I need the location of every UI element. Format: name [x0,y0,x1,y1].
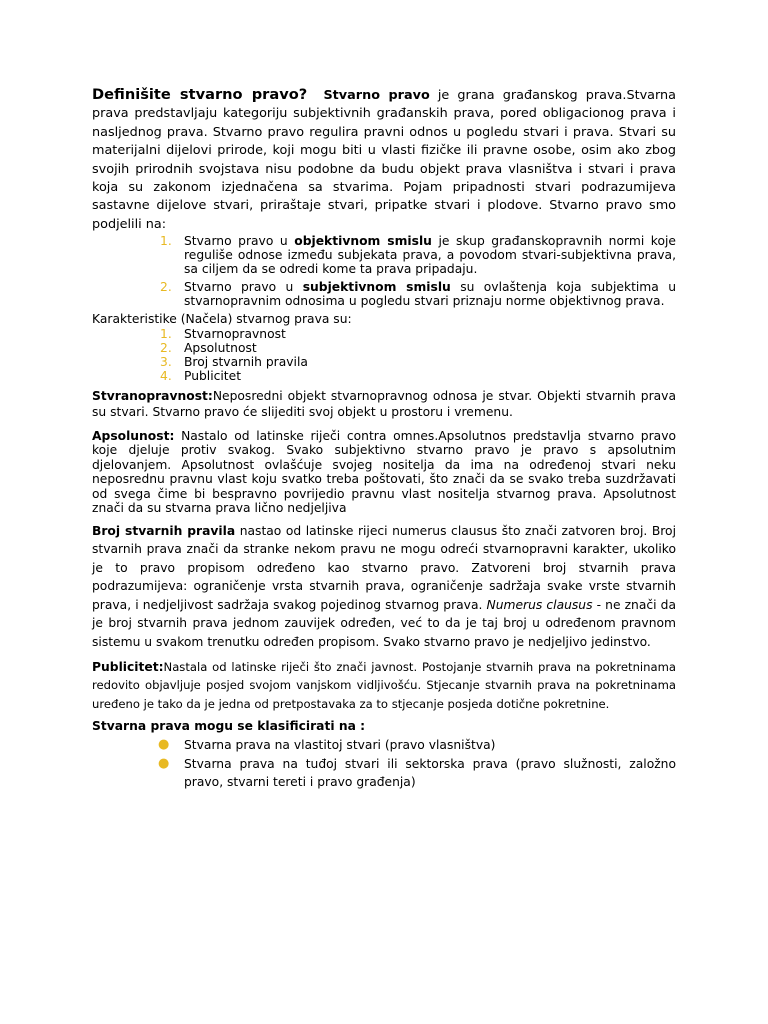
objective-term: objektivnom smislu [294,234,432,249]
division-item-objective: 1. Stvarno pravo u objektivnom smislu je skup građanskopravnih normi koje reguliše odnose između subjekata prava, a povodom stvari-subjektivna prava, sa ciljem da se odredi kome ta prava pripadaju. [160,234,676,277]
characteristic-item: 2. Apsolutnost [160,340,257,355]
bullet-icon: ● [158,737,170,753]
division-list [92,234,676,308]
intro-paragraph [92,86,676,234]
apsolutnost-paragraph: Apsolunost: Nastalo od latinske riječi contra omnes.Apsolutnos predstavlja stvarno pravo koje djeluje protiv svakog. Svako subjektivno stvarno pravo je pravo s apsolutnim djelovanjem. Apsolutnost ovlašćuje svojeg nositelja da ima na određenoj stvari neku neposrednu pravnu vlast koju svatko treba poštovati, što znači da se svako treba suzdržavati od svega čime bi bespravno povrijedio pravnu vlast nositelja stvarnog prava. Apsolutnost znači da su stvarna prava lično nedjeljiva [92,429,676,516]
classification-heading: Stvarna prava mogu se klasificirati na : [92,719,366,734]
question-title: Definišite stvarno pravo? [92,86,308,103]
broj-paragraph: Broj stvarnih pravila nastao od latinske rijeci numerus clausus što znači zatvoren broj. Broj stvarnih prava znači da stranke nekom pravu ne mogu odreći stvarnopravni karakter, ukoliko je to pravo propisom određeno kao stvarno pravo. Zatvoreni broj stvarnih prava podrazumijeva: ograničenje vrsta stvarnih prava, ograničenje sadržaja svake vrste stvarnih prava, i nedjeljivost sadržaja svakog pojedinog stvarnog prava. Numerus clausus - ne znači da je broj stvarnih prava jednom zauvijek određen, već to da je taj broj u određenom pravnom sistemu u svakom trenutku određen propisom. Svako stvarno pravo je nedjeljivo jedinstvo. [92,523,677,650]
list-number: 1. [160,234,172,249]
bullet-icon: ● [158,755,170,771]
publicitet-paragraph: Publicitet:Nastala od latinske riječi što znači javnost. Postojanje stvarnih prava na pokretninama redovito objavljuje posjed svojom vanjskom vidljivošću. Stjecanje stvarnih prava na pokretninama uređeno je tako da je jedna od pretpostavaka za to stjecanje posjeda dotične pokretnine. [92,659,676,711]
list-number: 4. [160,369,172,384]
characteristic-item: 3. Broj stvarnih pravila [160,355,308,370]
stvarnopravnost-paragraph: Stvranopravnost:Neposredni objekt stvarnopravnog odnosa je stvar. Objekti stvarnih prava su stvari. Stvarno pravo će slijediti svoj objekt u prostoru i vremenu. [92,389,676,420]
characteristics-heading: Karakteristike (Načela) stvarnog prava su: [92,312,352,327]
division-item-subjective: 2. Stvarno pravo u subjektivnom smislu su ovlaštenja koja subjektima u stvarnopravnim odnosima u pogledu stvari priznaju norme objektivnog prava. [160,280,676,309]
broj-term: Broj stvarnih pravila [92,523,236,538]
numerus-clausus-term: Numerus clausus [486,597,593,612]
classification-item: ● Stvarna prava na tuđoj stvari ili sektorska prava (pravo služnosti, založno pravo, stvarni tereti i pravo građenja) [158,755,676,790]
intro-term: Stvarno pravo [323,88,430,103]
characteristic-item: 4. Publicitet [160,369,242,384]
publicitet-term: Publicitet: [92,659,164,674]
stvarnopravnost-term: Stvranopravnost: [92,389,213,404]
list-number: 1. [160,326,172,341]
characteristics-list [92,327,676,384]
list-number: 2. [160,340,172,355]
document-page [92,86,676,792]
list-number: 3. [160,355,172,370]
classification-list [92,736,676,792]
apsolutnost-term: Apsolunost: [92,429,175,444]
characteristic-item: 1. Stvarnopravnost [160,326,286,341]
list-number: 2. [160,280,172,295]
subjective-term: subjektivnom smislu [302,280,451,295]
classification-item: ● Stvarna prava na vlastitoj stvari (pravo vlasništva) [92,736,676,755]
intro-text: je grana građanskog prava.Stvarna prava predstavljaju kategoriju subjektivnih građanskih prava, pored obligacionog prava i nasljednog prava. Stvarno pravo regulira pravni odnos u pogledu stvari i prava. Stvari su materijalni dijelovi prirode, koji mogu biti u vlasti fizičke ili pravne osobe, osim ako zbog svojih prirodnih svojstava nisu podobne da budu objekt prava vlasništva i stvari i prava koja su zakonom izjednačena sa stvarima. Pojam pripadnosti stvari podrazumijeva sastavne dijelove stvari, priraštaje stvari, pripatke stvari i plodove. Stvarno pravo smo podjelili na: [92,88,676,232]
